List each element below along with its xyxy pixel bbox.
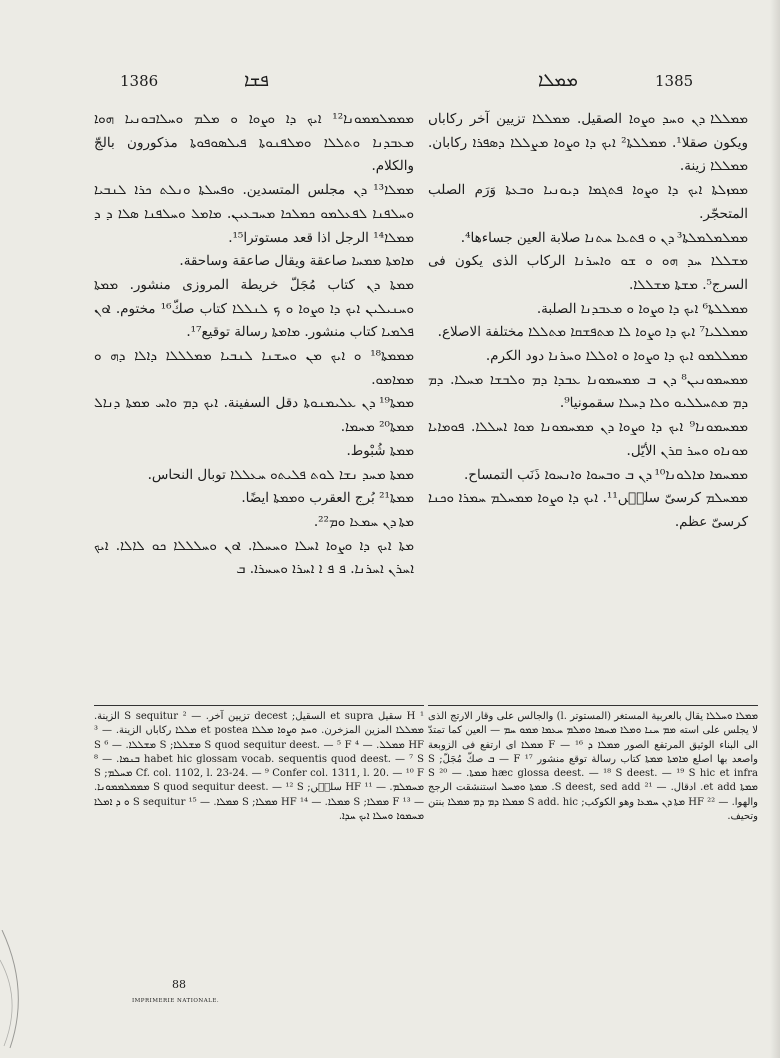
entry: ܡܡܬܐ¹⁹ ܕܢ ܥܠܝܡܢܘܬܐ دقل السفينة. ܐܝܟ ܕܡ ܘܐܚ ܡܡܬܐ ܕܢܐܠ ܡܡܬܐ²⁰ ܡܚܡܐ. [94,395,414,436]
left-column [94,108,414,582]
left-running-head: ܦܫܐ [244,70,269,91]
entry: ܡܡܠܠܡܘ ܐܝܟ ܕܐ ܘܨܘܐ ܘ ܐܘܠܠܐ ܘܚܪܢܐ دود الكرم. [485,348,748,365]
entry: ܡܬܐ ܐܝܟ ܕܐ ܘܨܘܐ ܐܚܠܐ ܘܚܚܠܐ. ܐܘܢ ܘܚܠܠܠܐ ܟܘ ܠܐܠܐ. ܐܝܟ ܐܚܪܢ ܐܚܪܢܐ. ܦ ܦ ܐ ܐܚܪܐ ܘܚܚܪܐ. ܒ [94,537,414,578]
entry: ܡܡܚܡܘܢܝܢ⁸ ܕܢ ܒ ܡܡܚܡܘܢܐ ܥܒܕܐ ܕܡ ܘܠܒܫܐ ܡܚܠܐ. ܕܡ ܕܡ ܡܬܚܠܠܝܘ ܘܠܐ ܕܚܠܐ سقمونيا⁹. [428,371,748,412]
right-running-head: ܡܡܠܐ [538,70,578,91]
left-footnotes [94,710,424,824]
entry: ܡܡܬܐ شُبْوط. [346,442,414,459]
entry: ܡܡܬܐ ܕܢ كتاب مُجَلّ خريطة المروزى منشور. ܡܡܬܐ ܘܚܢܝܠܝܢ ܐܝܟ ܕܐ ܘܨܘܐ ܘ ܟ ܠܢܠܠܐ كتاب صكّ¹⁶ مختوم. ܐܘܢ ܦܠܡܝܐ كتاب منشور. ܡܐܡܬܐ رسالة توقيع¹⁷. [94,276,415,341]
footnote-rule-right [428,705,758,706]
signature-mark: 88 [172,978,186,991]
entry: ܡܡܠܡܠܡܠܬܐ³ ܕܢ ܘ ܦܬܥܐ ܚܬܢܐ صلابة العين جساءها⁴. [460,229,748,246]
left-page-number: 1386 [120,72,159,90]
entry: ܡܡܙܠܬܐ ܐܝܟ ܕܐ ܘܨܘܐ ܦܬܓܡܐ ܕܝܘܢܝܐ ܘܒܥܬܐ وَرَم الصلب المتحجّر. [428,182,748,222]
footnote-text: ܡܡܠܐ ܘܚܠܠܐ يقال بالعربية المستغر (المستوتر .l) والجالس على وقار الارتج الذى لا يجلس على استه ܡܡ ܚܢܐ ܘܡܠܐ ܡܚܡܐ ܘܡܠܡ ܚܥܡܐ ܡܡܘ ܚܡ — العين كما تمتدّ الى البناء الوثيق المرتفع الصور ܡܡܠܐ ܕ F — ¹⁶ ܡܡܠܐ اى ارتفع فى الزوبعة واصعد بها اصلع ܡܐܡܬܐ ܡܡܬܐ كتاب رسالة توقع منشور F ¹⁷ — ܒ صكّ مُجَلّ; S hæc glossa deest. — ¹⁸ S deest. — ¹⁹ S hic et infra ܡܡܬܐ. — ²⁰ S ܡܡܬܐ et add. ادقال. — ²¹ S deest, sed add. ܡܡܬܐ ܘܡܚܠ استنشقت الرجج والهوا. — ²² HF ܡܬܐ ܕܢ ܚܡܥܐ وهو الكوكب; S add. hic ܡܡܠܐ ܕܡ ܕܡ ܡܡܠܐ بنتن وتحيف. [428,711,759,823]
entry: ܡܡܠܠܝܐ⁷ ܐܝܟ ܕܐ ܘܨܘܐ ܠܐ ܡܬܦܫܩܐ ܡܬܠܠܐ مختلفة الاصلاع. [437,324,748,341]
entry: ܡܡܬܐ ܡܚܕ ܢܫܐ ܠܘܬ ܦܠܝܬܘ ܚܥܠܠܐ توبال النحاس. [147,466,414,483]
printer-line: IMPRIMERIE NATIONALE. [132,998,220,1004]
entry: ܡܐܡܬܐ ܡܡܚܐ صاعقة ويقال صاعقة وساحقة. [179,253,414,270]
entry: ܡܡܚܡܐ ܡܐܠܘܢܐ¹⁰ ܕܢ ܒ ܘܒܚܘܐ ܘܐܢܚܘܐ ذَنَب التمساح. [463,466,748,483]
entry: ܡܡܚܡܘܢܐ⁹ ܐܝܟ ܕܐ ܘܨܘܐ ܕܢ ܡܡܚܡܘܢܐ ܡܘܐ ܐܚܠܠܐ. ܦܘܡܐܝܐ ܡܘܢܐܘ ܘܚܪ ܩܪܢ الأيّل. [428,419,748,459]
entry: ܡܡܡܠܡܡܘܢܐ¹² ܐܝܟ ܕܐ ܘܨܘܐ ܘ ܡܠܡ ܘܚܠܐܒܘܢܝܐ ܗܘܐ ܡܥܒܕܢܐ ܘܬܠܠܐ ܘܡܠܦܢܘܬܐ ܦܝܠܣܘܦܘܬܐ مذكورون بالجّ والكلام. [94,111,414,175]
right-page-number: 1385 [655,72,694,90]
entry: ܡܡܬܐ²¹ بُرج العقرب ܘܡܡܬܐ ايضًا. [241,490,414,507]
entry: ܡܬܐ ܕܢ ܚܡܥܐ ܘܡ²². [313,513,414,530]
entry: ܡܡܠܠܐ ܕܢ ܘܚܕ ܘܨܘܐ الصقيل. ܡܡܠܠܐ تزيين آخر ركاباں ويكون صقلا¹. ܡܡܠܠܬܐ² ܐܝܟ ܕܐ ܘܨܘܐ ܡܨܠܠܐ ܕܣܦܪܐ ركابان. ܡܡܠܠܐ زينة. [428,111,748,175]
page-edge-shadow [770,0,780,1058]
scan-margin-curve [0,930,60,1050]
entry: ܡܫܠܠܐ ܚܕ ܗܘ ܘ ܫܘ ܘܐܚܪܢܐ الركاب الذى يكون فى السرج⁵. ܡܫܬܐ ܡܫܠܠܐ. [428,253,748,293]
entry: ܡܡܡܬܐ¹⁸ ܘ ܐܝܟ ܡܢ ܘܚܫܢܐ ܠܢܒܝܐ ܡܡܠܠܠܐ ܕܐܠܐ ܕܗ ܘ ܡܡܐܡܘ. [94,348,414,388]
entry: ܡܡܠܐ¹³ ܕܢ مجلس المتسدين. ܘܦܚܠܬܐ ܘܢܠܬ ܟܪܐ ܠܢܒܝܐ ܘܚܠܦܢܐ ܠܦܥܠܡܘ ܟܡܠܟܐ ܡܚܒܥܝܢ. ܡܐܡܠ ܘܚܠܦܢܐ ܣܠܐ ܕ ܕ ܡܡܠܐ¹⁴ الرجل اذا قعد مستوترا¹⁵. [94,182,414,246]
footnote-rule-left [94,705,424,706]
right-footnotes [428,710,758,824]
right-column [428,108,748,535]
footnote-text: ¹ H سقيل et supra السقيل; decest تزيين آخر. — ² S sequitur الزينة. ܡܡܠܠܐ المزين المزخرن. ܘܚܕ ܘܨܘܐ ܡܠܠܐ et postea ܡܠܠܐ ركاباں الزينة. — ³ HF ܡܡܠܠ. — ⁴ S quod sequitur deest. — ⁵ F ܡܫܠܠܐ; S ܡܫܠܠܐ. — ⁶ S habet hic glossam vocab. sequentis quod deest. — ⁷ S ܒܢܡܐ. — ⁸ Cf. col. 1102, l. 23-24. — ⁹ Confer col. 1311, l. 20. — ¹⁰ F ܡܚܠܡ; S ܡܚܡܠܡ. — ¹¹ HF سلىٖں; S quod sequitur deest. — ¹² S ܡܡܡܠܡܡܘܢܐ. — ¹³ F ܡܡܠܐ; S ܡܡܠܐ. — ¹⁴ HF ܡܡܠܐ; S ܡܡܠܐ. — ¹⁵ S sequitur ܘ ܕ ܐܡܠܐ ܡܚܡܘܐ ܘܚܠܐ ܐܝܟ ܚܕܐ. [94,711,424,823]
entry: ܡܡܚܠܡ كرسىّ سلىٖں¹¹. ܐܝܟ ܕܐ ܘܨܘܐ ܡܡܚܠܡ ܚܡܪܐ ܘܟܢܐ كرسىّ عظم. [428,490,748,530]
entry: ܡܡܠܠܬܐ⁶ ܐܝܟ ܕܐ ܘܨܘܐ ܘ ܡܥܒܕܢܐ الصلبة. [536,300,748,317]
